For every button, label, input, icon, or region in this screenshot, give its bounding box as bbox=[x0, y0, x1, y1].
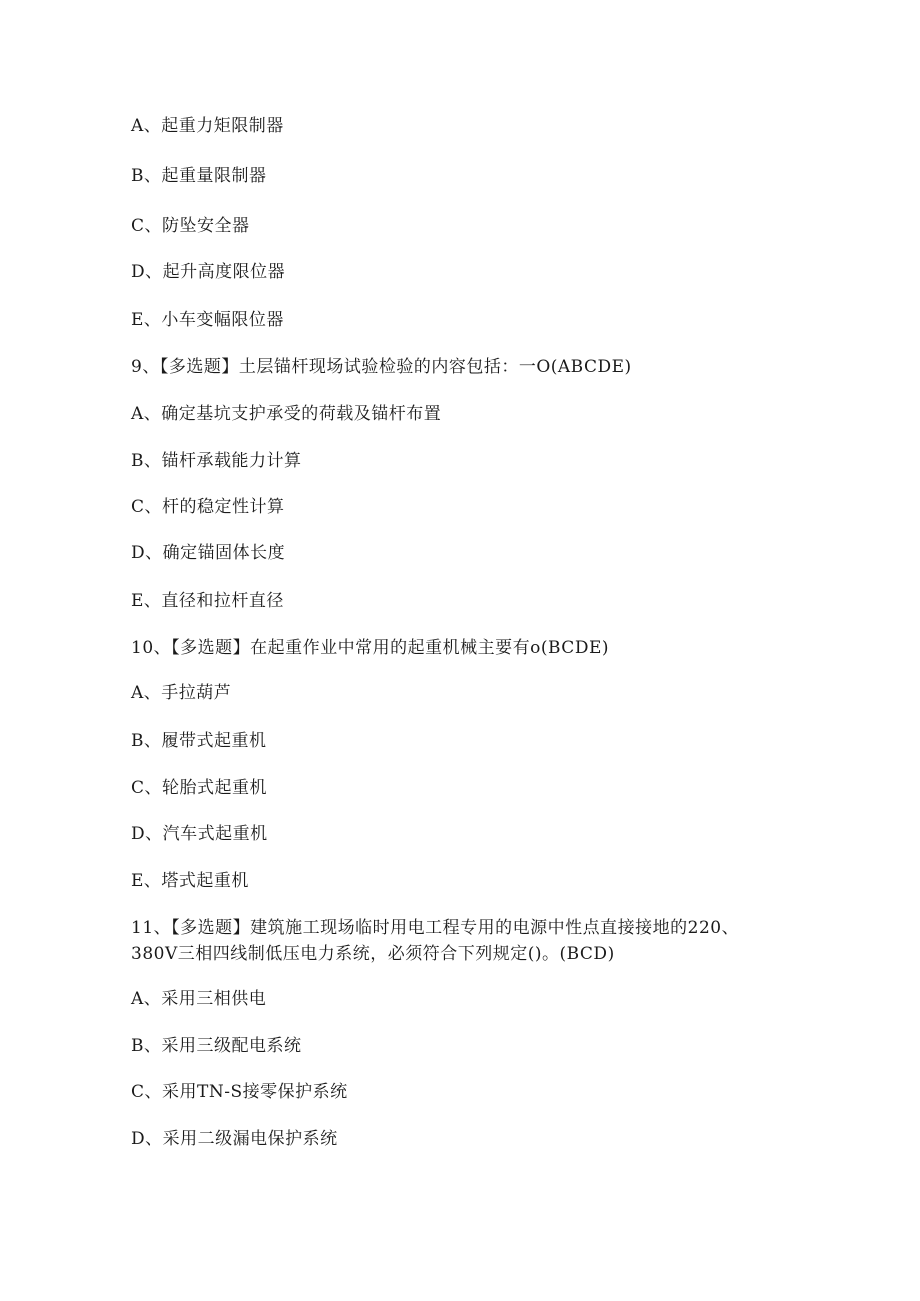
question-9: 9、【多选题】土层锚杆现场试验检验的内容包括：一O(ABCDE) bbox=[131, 357, 632, 377]
option-q8-b: B、起重量限制器 bbox=[131, 166, 267, 186]
option-q10-b: B、履带式起重机 bbox=[131, 731, 267, 751]
option-q8-a: A、起重力矩限制器 bbox=[131, 116, 284, 136]
option-q8-d: D、起升高度限位器 bbox=[131, 262, 286, 282]
option-q8-c: C、防坠安全器 bbox=[131, 216, 250, 236]
question-10: 10、【多选题】在起重作业中常用的起重机械主要有o(BCDE) bbox=[131, 638, 609, 658]
option-q9-b: B、锚杆承载能力计算 bbox=[131, 451, 302, 471]
option-q9-c: C、杆的稳定性计算 bbox=[131, 497, 285, 517]
option-q9-a: A、确定基坑支护承受的荷载及锚杆布置 bbox=[131, 404, 442, 424]
option-q10-c: C、轮胎式起重机 bbox=[131, 778, 268, 798]
question-11-line-1: 11、【多选题】建筑施工现场临时用电工程专用的电源中性点直接接地的220、 bbox=[131, 918, 740, 938]
option-q9-d: D、确定锚固体长度 bbox=[131, 543, 286, 563]
option-q11-b: B、采用三级配电系统 bbox=[131, 1036, 302, 1056]
question-11-line-2: 380V三相四线制低压电力系统，必须符合下列规定()。(BCD) bbox=[131, 944, 615, 964]
option-q10-a: A、手拉葫芦 bbox=[131, 683, 232, 703]
option-q10-e: E、塔式起重机 bbox=[131, 871, 249, 891]
option-q9-e: E、直径和拉杆直径 bbox=[131, 591, 284, 611]
option-q11-c: C、采用TN-S接零保护系统 bbox=[131, 1082, 348, 1102]
option-q8-e: E、小车变幅限位器 bbox=[131, 310, 284, 330]
option-q10-d: D、汽车式起重机 bbox=[131, 824, 268, 844]
option-q11-d: D、采用二级漏电保护系统 bbox=[131, 1129, 338, 1149]
option-q11-a: A、采用三相供电 bbox=[131, 989, 267, 1009]
